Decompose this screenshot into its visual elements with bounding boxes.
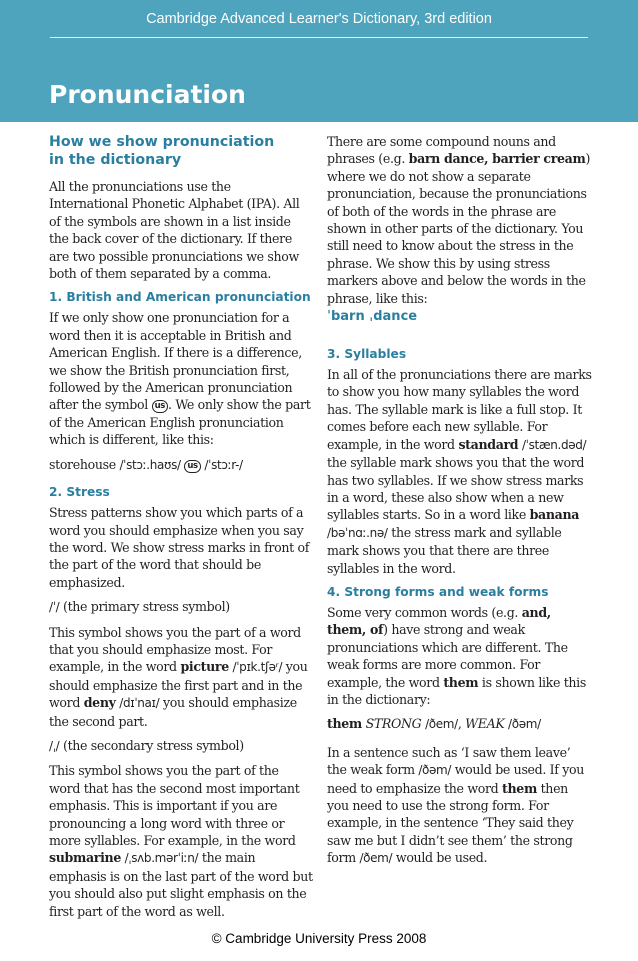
left-column <box>49 133 313 927</box>
header-banner <box>0 0 638 122</box>
secondary-stress-label: /ˌ/ (the secondary stress symbol) <box>49 737 244 753</box>
us-symbol-icon: us <box>184 460 200 473</box>
main-heading: How we show pronunciation in the dictionary <box>49 134 275 168</box>
them-example: them STRONG /ðem/, WEAK /ðəm/ <box>327 716 541 732</box>
edition-title: Cambridge Advanced Learner's Dictionary, 3rd edition <box>146 11 492 27</box>
section-heading-syllables: 3. Syllables <box>327 347 407 362</box>
primary-stress-paragraph: This symbol shows you the part of a word that you should emphasize most. For example, in the word picture /ˈpɪk.tʃəʳ/ you should emphasize the first part and in the word deny /dɪˈnaɪ/ you should emphasize the second part. <box>49 624 308 729</box>
header-divider <box>50 37 588 38</box>
intro-paragraph: All the pronunciations use the International Phonetic Alphabet (IPA). All of the symbols are shown in a list inside the back cover of the dictionary. If there are two possible pronunciations we show both of them separated by a comma. <box>49 179 300 282</box>
page-title: Pronunciation <box>49 80 246 109</box>
us-symbol-icon: us <box>152 400 168 413</box>
section-heading-strong-weak: 4. Strong forms and weak forms <box>327 584 549 599</box>
sentence-paragraph: In a sentence such as ‘I saw them leave’ the weak form /ðəm/ would be used. If you need to emphasize the word them then you need to use the strong form. For example, in the sentence ‘They said they saw me but I didn’t see them’ the strong form /ðem/ would be used. <box>327 744 585 866</box>
copyright-footer: © Cambridge University Press 2008 <box>211 931 427 946</box>
section-heading-british-american: 1. British and American pronunciation <box>49 290 311 305</box>
section-heading-stress: 2. Stress <box>49 485 110 500</box>
syllables-paragraph: In all of the pronunciations there are marks to show you how many syllables the word has. The syllable mark is like a full stop. It comes before each new syllable. For example, in the word standard /ˈstæn.dəd/ the syllable mark shows you that the word has two syllables. If we show stress marks in a word, these also show when a new syllables starts. So in a word like banana /bəˈnɑː.nə/ the stress mark and syllable mark shows you that there are three syllables in the word. <box>327 367 592 576</box>
strong-weak-paragraph: Some very common words (e.g. and, them, of) have strong and weak pronunciations which are different. The weak forms are more common. For example, the word them is shown like this in the dictionary: <box>327 604 586 707</box>
secondary-stress-paragraph: This symbol shows you the part of the word that has the second most important emphasis. This is important if you are pronouncing a long word with three or more syllables. For example, in the word submarine /ˌsʌb.mərˈiːn/ the main emphasis is on the last part of the word but you should also put slight emphasis on the first part of the word as well. <box>49 763 313 919</box>
british-american-paragraph: If we only show one pronunciation for a word then it is acceptable in British and American English. If there is a difference, we show the British pronunciation first, followed by the American pronunciation after the symbol us . We only show the part of the American English pronunciation which is different, like this: <box>49 310 311 448</box>
primary-stress-label: /ˈ/ (the primary stress symbol) <box>49 599 230 615</box>
storehouse-example: storehouse /ˈstɔː.haʊs/ us /ˈstɔːr-/ <box>49 456 243 472</box>
right-column <box>327 133 592 875</box>
barn-dance-example: ˈbarn ˌdance <box>327 309 418 325</box>
stress-paragraph: Stress patterns show you which parts of a word you should emphasize when you say the word. We show stress marks in front of the part of the word that should be emphasized. <box>49 505 310 590</box>
compound-paragraph: There are some compound nouns and phrases (e.g. barn dance, barrier cream) where we do not show a separate pronunciation, because the pronunciations of both of the words in the phrase are shown in other parts of the dictionary. You still need to know about the stress in the phrase. We show this by using stress markers above and below the words in the phrase, like this: <box>327 134 591 306</box>
